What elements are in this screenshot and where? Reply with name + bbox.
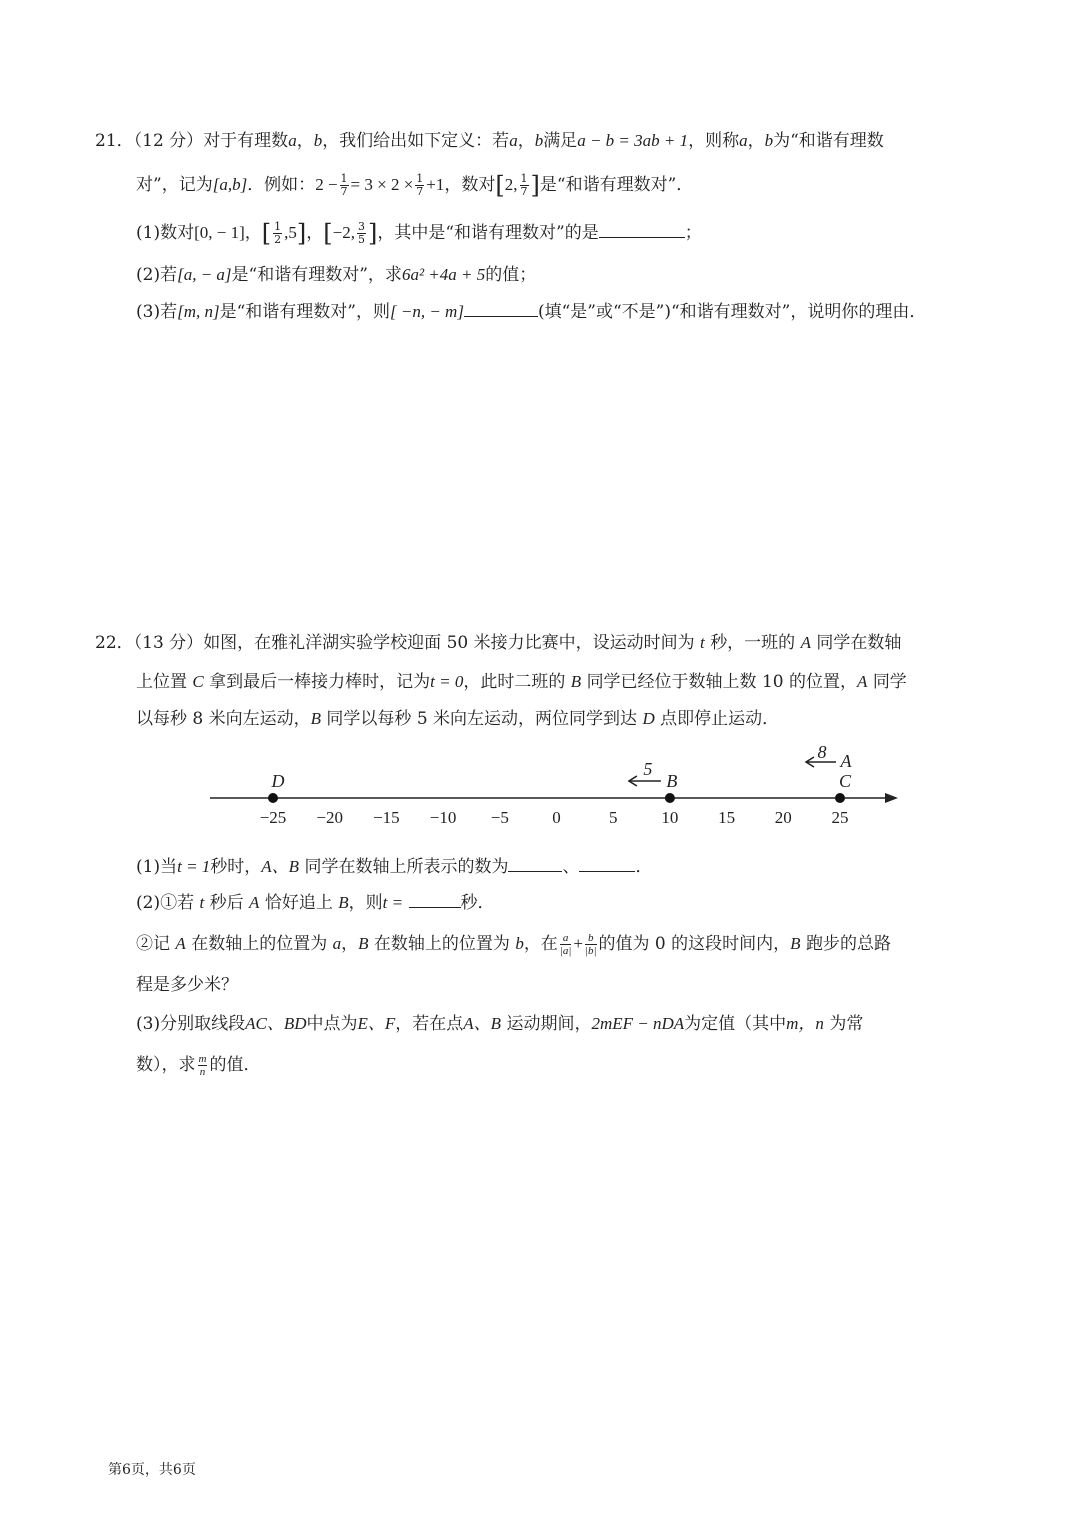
tick-label: −20: [316, 808, 343, 827]
q22-part2b: ②记 A 在数轴上的位置为 a，B 在数轴上的位置为 b，在 $\frac{a}{|a|}$ + $\frac{b}{|b|}$ 的值为 0 的这段时间内，B 跑步的总路: [136, 932, 891, 957]
number-line-figure: [0, 745, 1080, 835]
q22-line2: 上位置 C 拿到最后一棒接力棒时，记为t = 0，此时二班的 B 同学已经位于数轴上数 10 的位置，A 同学: [136, 672, 907, 692]
q21-part1: (1)数对[0, − 1]，[ $\frac{1}{2}$ ,5]，[−2, $\frac{3}{5}$ ]，其中是“和谐有理数对”的是 ；: [136, 219, 702, 248]
q22-line3: 以每秒 8 米向左运动，B 同学以每秒 5 米向左运动，两位同学到达 D 点即停止运动．: [136, 709, 780, 729]
q22-part1: (1)当t = 1秒时，A、B 同学在数轴上所表示的数为 、 ．: [136, 857, 653, 877]
point-D: [268, 793, 278, 803]
point-B: [665, 793, 675, 803]
speed-B-label: 5: [643, 759, 653, 779]
q22-part2: (2)①若 t 秒后 A 恰好追上 B，则t = 秒．: [136, 893, 495, 913]
q22-part3-line2: 数），求 $\frac{m}{n}$ 的值．: [136, 1053, 261, 1078]
q22-number: 22．: [95, 633, 134, 653]
point-C: [835, 793, 845, 803]
page-footer: 第6页，共6页: [108, 1462, 196, 1478]
tick-label: 25: [831, 808, 849, 827]
q22-line1: 22．（13 分）如图，在雅礼洋湖实验学校迎面 50 米接力比赛中，设运动时间为 t 秒，一班的 A 同学在数轴: [95, 633, 902, 653]
q21-number: 21．: [95, 131, 134, 151]
tick-label: −5: [490, 808, 509, 827]
q21-part2: (2)若[a, − a]是“和谐有理数对”，求6a² +4a + 5的值；: [136, 265, 537, 285]
tick-label: 0: [552, 808, 561, 827]
q22-part2b-line2: 程是多少米？: [136, 975, 238, 995]
answer-blank[interactable]: [508, 855, 562, 872]
tick-label: 5: [608, 808, 618, 827]
q21-condition: a − b = 3ab + 1: [577, 131, 689, 150]
point-D-label: D: [271, 771, 285, 791]
answer-blank[interactable]: [579, 855, 635, 872]
q21-part3: (3)若[m, n]是“和谐有理数对”，则[ −n, − m] (填“是”或“不是”)“和谐有理数对”，说明你的理由．: [136, 302, 927, 322]
fraction-1-7: $\frac{1}{7}$: [340, 172, 348, 198]
point-A-label: A: [840, 751, 852, 771]
points: [268, 745, 853, 803]
q21-line1: 21．（12 分）对于有理数a，b，我们给出如下定义：若a，b满足a − b = 3ab + 1，则称a，b为“和谐有理数: [95, 131, 884, 151]
tick-label: 15: [718, 808, 736, 827]
tick-label: −15: [373, 808, 400, 827]
tick-label: 20: [774, 808, 792, 827]
q22-part3: (3)分别取线段AC、BD中点为E、F，若在点A、B 运动期间，2mEF − nDA为定值（其中m，n 为常: [136, 1014, 864, 1034]
answer-blank[interactable]: [464, 300, 538, 317]
tick-labels: [260, 808, 849, 827]
tick-label: −25: [259, 808, 287, 827]
answer-blank[interactable]: [409, 891, 461, 908]
point-B-label: B: [666, 771, 678, 791]
answer-blank[interactable]: [599, 221, 685, 238]
tick-label: 10: [661, 808, 679, 827]
axis-arrow-icon: [885, 793, 898, 803]
tick-label: −10: [429, 808, 457, 827]
q21-line2: 对”，记为[a,b]．例如：2 − $\frac{1}{7}$ = 3 × 2 × $\frac{1}{7}$ +1，数对[2, $\frac{1}{7}$ ]是“和谐有理数对”．: [136, 171, 694, 200]
point-C-label: C: [838, 771, 852, 791]
speed-A-label: 8: [817, 745, 827, 762]
